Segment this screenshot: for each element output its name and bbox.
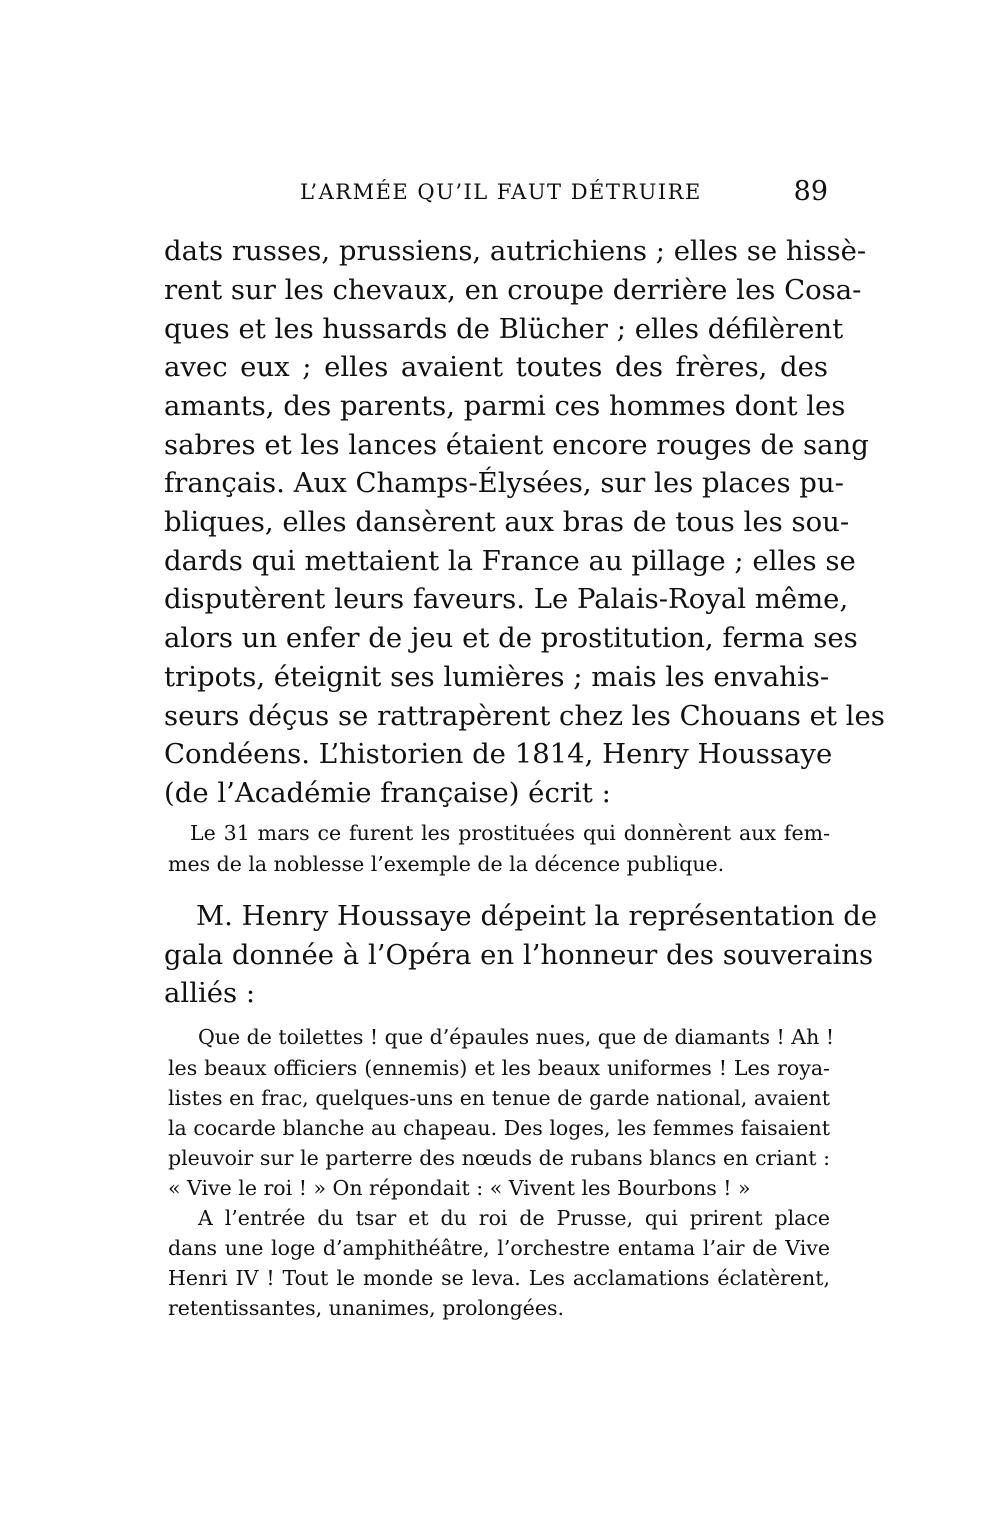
text-line: amants, des parents, parmi ces hommes dont les: [164, 390, 846, 422]
text-line: tripots, éteignit ses lumières ; mais les envahis-: [164, 661, 830, 693]
quote-line: pleuvoir sur le parterre des nœuds de rubans blancs en criant :: [168, 1146, 830, 1170]
page-number: 89: [793, 176, 828, 207]
running-title: L’ARMÉE QU’IL FAUT DÉTRUIRE: [300, 180, 702, 204]
text-line: sabres et les lances étaient encore rouges de sang: [164, 429, 869, 461]
quote-line: listes en frac, quelques-uns en tenue de garde national, avaient: [168, 1086, 830, 1110]
text-line: français. Aux Champs-Élysées, sur les places pu-: [164, 467, 844, 499]
text-line: dats russes, prussiens, autrichiens ; elles se hissè-: [164, 235, 867, 267]
text-line: ques et les hussards de Blücher ; elles défilèrent: [164, 313, 844, 345]
text-line: avec eux ; elles avaient toutes des frères, des: [164, 351, 828, 383]
quote-line: retentissantes, unanimes, prolongées.: [168, 1296, 564, 1320]
text-line: alliés :: [164, 977, 256, 1009]
quote-line: les beaux officiers (ennemis) et les beaux uniformes ! Les roya-: [168, 1056, 830, 1080]
quote-line: dans une loge d’amphithéâtre, l’orchestre entama l’air de Vive: [168, 1236, 830, 1260]
text-line: disputèrent leurs faveurs. Le Palais-Royal même,: [164, 583, 849, 615]
quote-line: Le 31 mars ce furent les prostituées qui donnèrent aux fem-: [190, 821, 830, 845]
text-line: M. Henry Houssaye dépeint la représentation de: [196, 900, 878, 932]
quote-line: A l’entrée du tsar et du roi de Prusse, qui prirent place: [198, 1206, 830, 1230]
quote-line: mes de la noblesse l’exemple de la décence publique.: [168, 852, 725, 876]
text-line: Condéens. L’historien de 1814, Henry Houssaye: [164, 738, 833, 770]
text-line: gala donnée à l’Opéra en l’honneur des souverains: [164, 939, 874, 971]
text-line: rent sur les chevaux, en croupe derrière les Cosa-: [164, 274, 862, 306]
text-line: seurs déçus se rattrapèrent chez les Chouans et les: [164, 700, 885, 732]
text-line: dards qui mettaient la France au pillage ; elles se: [164, 545, 856, 577]
text-line: alors un enfer de jeu et de prostitution, ferma ses: [164, 622, 858, 654]
text-line: bliques, elles dansèrent aux bras de tous les sou-: [164, 506, 850, 538]
quote-line: « Vive le roi ! » On répondait : « Vivent les Bourbons ! »: [168, 1176, 751, 1200]
quote-line: la cocarde blanche au chapeau. Des loges, les femmes faisaient: [168, 1116, 830, 1140]
quote-line: Que de toilettes ! que d’épaules nues, que de diamants ! Ah !: [198, 1025, 835, 1049]
quote-line: Henri IV ! Tout le monde se leva. Les acclamations éclatèrent,: [168, 1266, 830, 1290]
text-line: (de l’Académie française) écrit :: [164, 777, 611, 809]
